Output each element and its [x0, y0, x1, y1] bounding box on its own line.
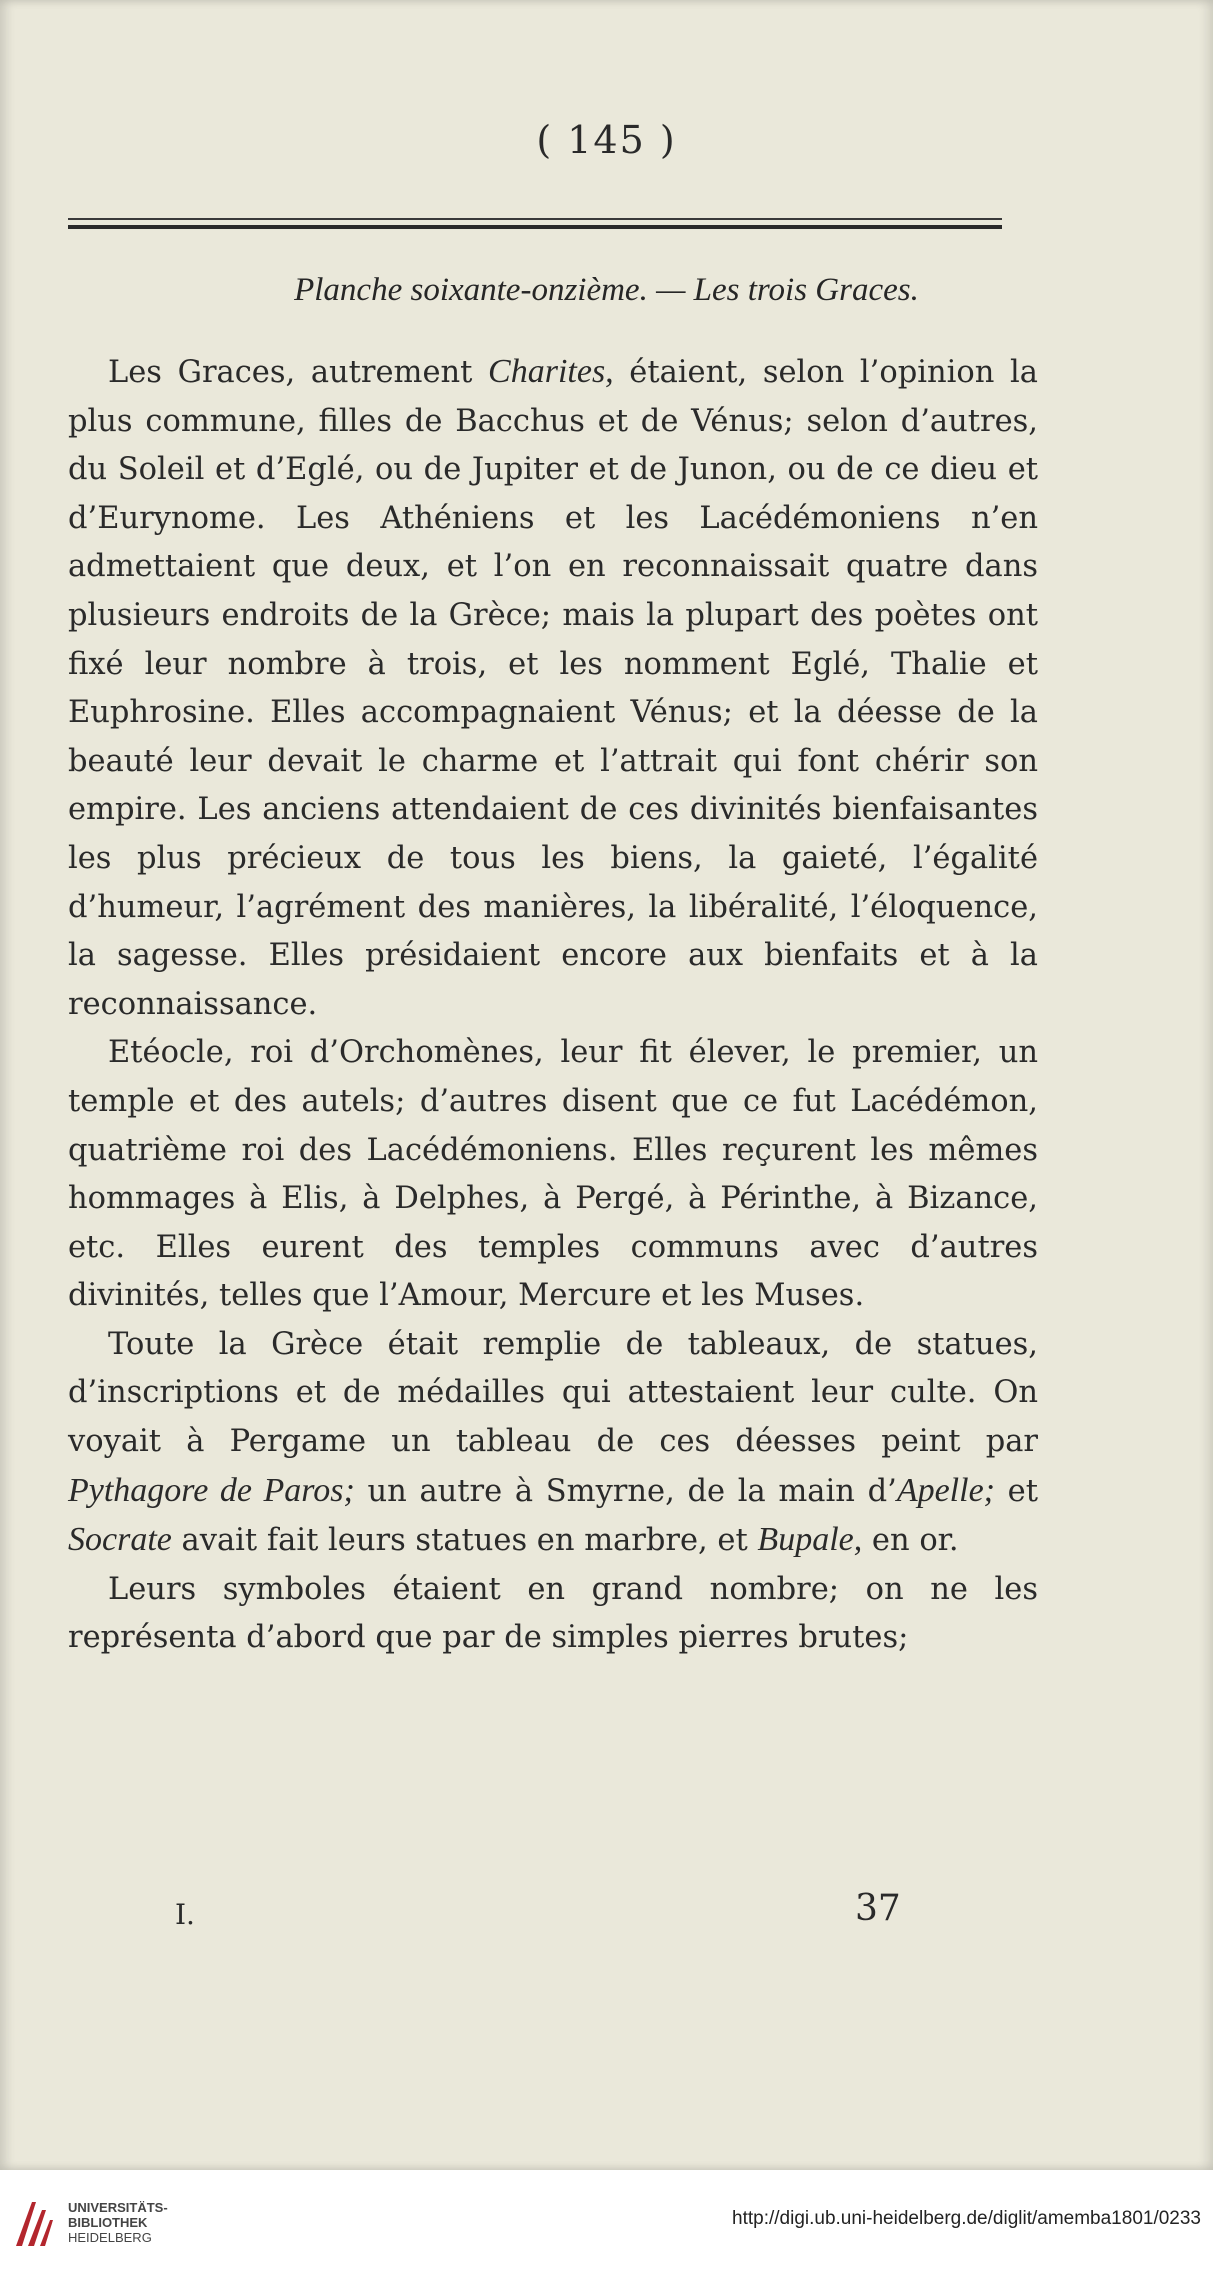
paragraph-3	[68, 1321, 1038, 1566]
page-number: ( 145 )	[536, 118, 677, 162]
signature-mark: I.	[175, 1898, 195, 1931]
library-name-line: HEIDELBERG	[68, 2230, 152, 2245]
text-run: Toute la Grèce était remplie de tableaux, de statues, d’inscriptions et de médailles qui attestaient leur culte. On voyait à Pergame un tableau de ces déesses peint par	[68, 1326, 1038, 1460]
text-run: en or.	[862, 1523, 959, 1559]
plate-heading: Planche soixante-onzième. — Les trois Graces.	[294, 272, 919, 308]
university-library-logo-icon	[12, 2196, 54, 2250]
italic-run: Charites,	[488, 353, 614, 390]
italic-run: Apelle;	[896, 1471, 995, 1509]
body-text	[68, 348, 1038, 1663]
library-name-line: BIBLIOTHEK	[68, 2215, 148, 2230]
header-rule-thick	[68, 225, 1002, 229]
signature-number: 37	[855, 1888, 901, 1929]
header-rule-thin	[68, 218, 1002, 220]
text-run: Les Graces, autrement	[108, 355, 489, 390]
source-url-link[interactable]: http://digi.ub.uni-heidelberg.de/diglit/amemba1801/0233	[732, 2208, 1201, 2229]
paragraph-4: Leurs symboles étaient en grand nombre; on ne les représenta d’abord que par de simples pierres brutes;	[68, 1571, 1038, 1656]
italic-run: Socrate	[68, 1521, 172, 1559]
text-run: étaient, selon l’opinion la plus commune, filles de Bacchus et de Vénus; selon d’autres, du Soleil et d’Eglé, ou de Jupiter et de Junon, ou de ce dieu et d’Eurynome. Les Athéniens et les Lacédémoniens n’en admettaient que deux, et l’on en reconnaissait quatre dans plusieurs endroits de la Grèce; mais la plupart des poètes ont fixé leur nombre à trois, et les nomment Eglé, Thalie et Euphrosine. Elles accompagnaient Vénus; et la déesse de la beauté leur devait le charme et l’attrait qui font chérir son empire. Les anciens attendaient de ces divinités bienfaisantes les plus précieux de tous les biens, la gaieté, l’égalité d’humeur, l’agrément des manières, la libéralité, l’éloquence, la sagesse. Elles présidaient encore aux bienfaits et à la reconnaissance.	[68, 355, 1038, 1022]
library-name	[68, 2200, 168, 2245]
text-run: et	[994, 1473, 1038, 1509]
text-run: un autre à Smyrne, de la main d’	[354, 1473, 897, 1509]
library-name-line: UNIVERSITÄTS-	[68, 2200, 168, 2215]
paragraph-2: Etéocle, roi d’Orchomènes, leur fit élever, le premier, un temple et des autels; d’autres disent que ce fut Lacédémon, quatrième roi des Lacédémoniens. Elles reçurent les mêmes hommages à Elis, à Delphes, à Pergé, à Périnthe, à Bizance, etc. Elles eurent des temples communs avec d’autres divinités, telles que l’Amour, Mercure et les Muses.	[68, 1035, 1038, 1314]
paragraph-1	[68, 348, 1038, 1029]
text-run: avait fait leurs statues en marbre, et	[171, 1523, 758, 1559]
italic-run: Pythagore de Paros;	[68, 1471, 355, 1509]
italic-run: Bupale,	[757, 1521, 863, 1559]
